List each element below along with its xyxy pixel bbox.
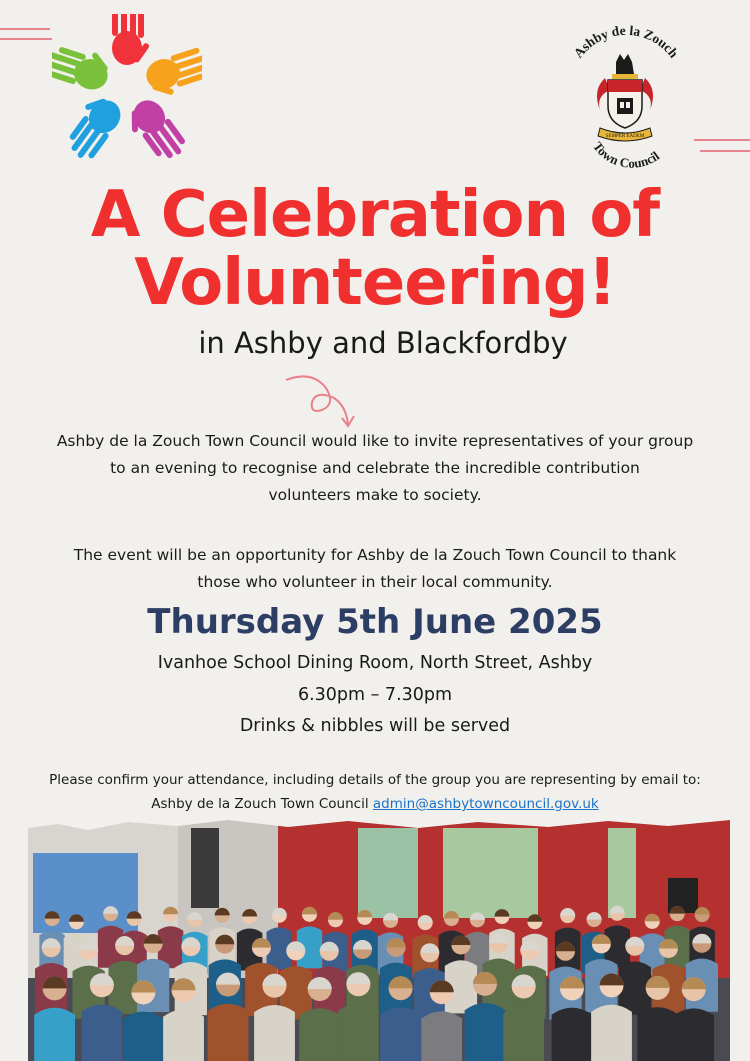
intro-paragraph [30, 428, 720, 509]
hand-shape [121, 94, 190, 159]
opportunity-line-1: The event will be an opportunity for Ashby de la Zouch Town Council to thank [73, 546, 677, 564]
event-time: 6.30pm – 7.30pm [297, 685, 453, 705]
opportunity-paragraph [30, 542, 720, 596]
crest-bottom-text: Town Council [590, 138, 663, 171]
svg-text:Ashby de la Zouch [571, 23, 682, 61]
headline-line-1: A Celebration of [90, 178, 660, 252]
intro-line-2: to an evening to recognise and celebrate the incredible contribution [110, 459, 640, 477]
crest-top-text: Ashby de la Zouch [570, 22, 682, 61]
group-photo [28, 818, 730, 1061]
rsvp-email-link[interactable]: admin@ashbytowncouncil.gov.uk [372, 796, 599, 812]
colorful-hands-icon [52, 14, 202, 159]
crest-banner-text: SEMPER EADEM [605, 134, 645, 139]
hand-shape [58, 89, 127, 159]
event-refreshments: Drinks & nibbles will be served [239, 716, 511, 736]
stripe-right [700, 150, 750, 152]
curly-arrow-icon [282, 370, 362, 430]
rsvp-text [20, 768, 730, 816]
rsvp-org: Ashby de la Zouch Town Council [151, 796, 369, 812]
svg-text:Town Council [590, 139, 662, 171]
stripe-left [0, 28, 50, 30]
hand-shape [112, 14, 150, 65]
event-date: Thursday 5th June 2025 [147, 602, 603, 642]
event-venue: Ivanhoe School Dining Room, North Street, Ashby [157, 653, 593, 673]
opportunity-line-2: those who volunteer in their local community. [197, 573, 553, 591]
intro-line-3: volunteers make to society. [268, 486, 482, 504]
hand-shape [52, 37, 114, 93]
headline-line-2: Volunteering! [134, 246, 616, 320]
hand-shape [142, 45, 202, 101]
stripe-right [694, 139, 750, 141]
intro-line-1: Ashby de la Zouch Town Council would like to invite representatives of your group [56, 432, 694, 450]
stripe-left [0, 38, 52, 40]
subheadline: in Ashby and Blackfordby [198, 326, 568, 360]
town-crest-logo [560, 18, 690, 178]
rsvp-instructions: Please confirm your attendance, including details of the group you are representing by email to: [49, 772, 701, 788]
